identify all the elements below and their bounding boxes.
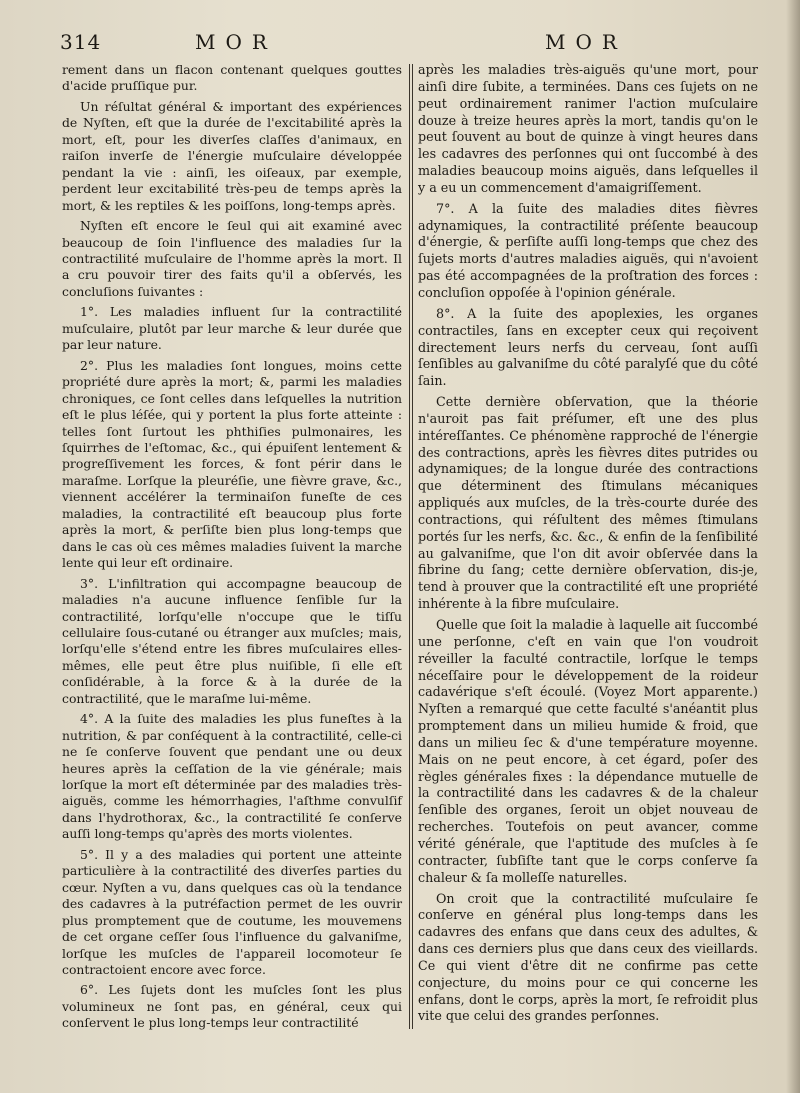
paragraph: 6°. Les ſujets dont les muſcles ſont les plus volumineux ne ſont pas, en général, ceux qui conſervent le plus long-temps leur contractilité: [62, 982, 402, 1031]
column-rule: [412, 64, 413, 1029]
paragraph: 2°. Plus les maladies ſont longues, moins cette propriété dure après la mort; &, parmi les maladies chroniques, ce ſont celles dans leſquelles la nutrition eſt le plus léſée, qui y portent la plus forte atteinte : telles ſont ſurtout les phthiſies pulmonaires, les ſquirrhes de l'eſtomac, &c., qui épuiſent lentement & progreſſivement les forces, & font périr dans le maraſme. Lorſque la pleuréſie, une fièvre grave, &c., viennent accélérer la terminaiſon funeſte de ces maladies, la contractilité eſt beaucoup plus forte après la mort, & perſiſte bien plus long-temps que dans le cas où ces mêmes maladies ſuivent la marche lente qui leur eſt ordinaire.: [62, 357, 402, 571]
running-head-right: MOR: [545, 30, 627, 54]
paragraph: 1°. Les maladies influent ſur la contractilité muſculaire, plutôt par leur marche & leur durée que par leur nature.: [62, 304, 402, 353]
left-column: [62, 62, 402, 1036]
page-number: 314: [60, 30, 102, 54]
paragraph: On croit que la contractilité muſculaire ſe conſerve en général plus long-temps dans les cadavres des enfans que dans ceux des adultes, & dans ces derniers plus que dans ceux des vieillards. Ce qui vient d'être dit ne confirme pas cette conjecture, du moins pour ce qui concerne les enfans, dont le corps, après la mort, ſe refroidit plus vite que celui des grandes perſonnes.: [418, 890, 758, 1024]
page-header: [55, 30, 745, 60]
paragraph: rement dans un flacon contenant quelques gouttes d'acide pruſſique pur.: [62, 62, 402, 94]
paragraph: Cette dernière obſervation, que la théorie n'auroit pas fait préſumer, eſt une des plus intéreſſantes. Ce phénomène rapproché de l'énergie des contractions, après les fièvres dites putrides ou adynamiques; de la longue durée des contractions que déterminent des ſtimulans mécaniques appliqués aux muſcles, de la très-courte durée des contractions, qui réſultent des mêmes ſtimulans portés ſur les nerfs, &c. &c., & enfin de la ſenſibilité au galvaniſme, que l'on dit avoir obſervée dans la fibrine du ſang; cette dernière obſervation, dis-je, tend à prouver que la contractilité eſt une propriété inhérente à la fibre muſculaire.: [418, 394, 758, 612]
running-head-left: MOR: [195, 30, 277, 54]
paragraph: 5°. Il y a des maladies qui portent une atteinte particulière à la contractilité des diverſes parties du cœur. Nyſten a vu, dans quelques cas où la tendance des cadavres à la putréfaction permet de les ouvrir plus promptement que de coutume, les mouvemens de cet organe ceſſer ſous l'influence du galvaniſme, lorſque les muſcles de l'appareil locomoteur ſe contractoient encore avec force.: [62, 846, 402, 978]
paragraph: Quelle que ſoit la maladie à laquelle ait ſuccombé une perſonne, c'eſt en vain que l'on voudroit réveiller la faculté contractile, lorſque le temps néceſſaire pour le développement de la roideur cadavérique s'eſt écoulé. (Voyez Mort apparente.) Nyſten a remarqué que cette faculté s'anéantit plus promptement dans un milieu humide & froid, que dans un milieu ſec & d'une température moyenne. Mais on ne peut encore, à cet égard, poſer des règles générales fixes : la dépendance mutuelle de la contractilité dans les cadavres & de la chaleur ſenſible des organes, ſeroit un objet nouveau de recherches. Toutefois on peut avancer, comme vérité générale, que l'aptitude des muſcles à ſe contracter, ſubſiſte tant que le corps conſerve ſa chaleur & ſa molleſſe naturelles.: [418, 617, 758, 885]
paragraph: Nyſten eſt encore le ſeul qui ait examiné avec beaucoup de ſoin l'influence des maladies ſur la contractilité muſculaire de l'homme après la mort. Il a cru pouvoir tirer des faits qu'il a obſervés, les concluſions ſuivantes :: [62, 218, 402, 299]
paragraph: après les maladies très-aiguës qu'une mort, pour ainſi dire ſubite, a terminées. Dans ces ſujets on ne peut ordinairement ranimer l'action muſculaire douze à treize heures après la mort, tandis qu'on le peut ſouvent au bout de quinze à vingt heures dans les cadavres des perſonnes qui ont ſuccombé à des maladies beaucoup moins aiguës, dans leſquelles il y a eu un commencement d'amaigriſſement.: [418, 62, 758, 195]
right-column: [418, 62, 758, 1029]
paragraph: 8°. A la ſuite des apoplexies, les organes contractiles, ſans en excepter ceux qui reçoivent directement leurs nerfs du cerveau, ſont auſſi ſenſibles au galvaniſme du côté paralyſé que du côté ſain.: [418, 305, 758, 389]
paragraph: 4°. A la ſuite des maladies les plus funeſtes à la nutrition, & par conſéquent à la contractilité, celle-ci ne ſe conſerve ſouvent que pendant une ou deux heures après la ceſſation de la vie générale; mais lorſque la mort eſt déterminée par des maladies très-aiguës, comme les hémorrhagies, l'aſthme convulſif dans l'hydrothorax, &c., la contractilité ſe conſerve auſſi long-temps qu'après des morts violentes.: [62, 711, 402, 842]
column-rule: [409, 64, 410, 1029]
page-edge-shadow: [786, 0, 800, 1093]
paragraph: 3°. L'infiltration qui accompagne beaucoup de maladies n'a aucune influence ſenſible ſur la contractilité, lorſqu'elle n'occupe que le tiſſu cellulaire ſous-cutané ou étranger aux muſcles; mais, lorſqu'elle s'étend entre les fibres muſculaires elles-mêmes, elle peut être plus nuiſible, ſi elle eſt conſidérable, à la force & à la durée de la contractilité, que le maraſme lui-même.: [62, 575, 402, 706]
paragraph: 7°. A la ſuite des maladies dites fièvres adynamiques, la contractilité préſente beaucoup d'énergie, & perſiſte auſſi long-temps que chez des ſujets morts d'autres maladies aiguës, qui n'avoient pas été accompagnées de la proſtration des forces : concluſion oppoſée à l'opinion générale.: [418, 200, 758, 300]
paragraph: Un réſultat général & important des expériences de Nyſten, eſt que la durée de l'excitabilité après la mort, eſt, pour les diverſes claſſes d'animaux, en raiſon inverſe de l'énergie muſculaire développée pendant la vie : ainſi, les oiſeaux, par exemple, perdent leur excitabilité très-peu de temps après la mort, & les reptiles & les poiſſons, long-temps après.: [62, 98, 402, 213]
